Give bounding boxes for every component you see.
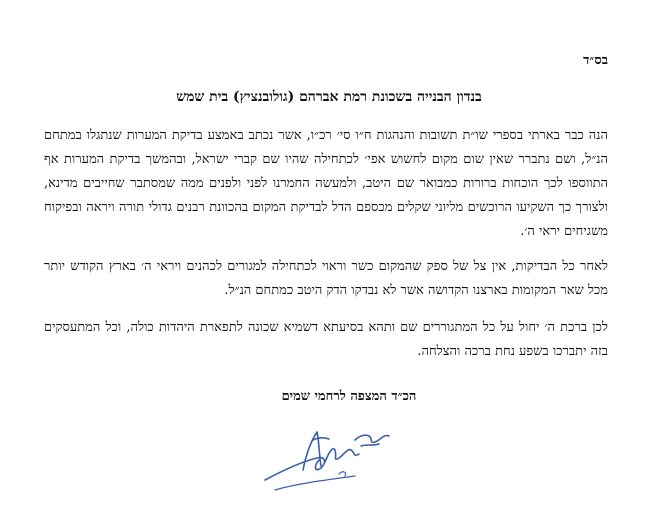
letter-title: בנדון הבנייה בשכונת רמת אברהם (גולובנציץ) בית שמש <box>176 89 482 105</box>
closing-line: הכ״ד המצפה לרחמי שמים <box>281 389 417 404</box>
paragraph-1: הנה כבר בארתי בספרי שו״ת תשובות והנהגות ח״ו סי׳ רכ״ו, אשר נכתב באמצע בדיקת המערות שנתגלו במתחם הנ״ל, ושם נתברר שאין שום מקום לחשוש אפי׳ לכתחילה שהיו שם קברי ישראל, ובהמשך בדיקת המערות אף התווספו לכך הוכחות ברורות כמבואר שם היטב, ולמעשה החמרנו לפני ולפנים ממה שמסתבר שחייבים מדינא, ולצורך כך השקיעו הרוכשים מליוני שקלים מכספם הדל לבדיקת המקום בהכוונת רבנים גדולי תורה ויראה ובפיקוח משגיחים יראי ה׳. <box>44 128 608 239</box>
paragraph-2: לאחר כל הבדיקות, אין צל של ספק שהמקום כשר וראוי לכתחילה למגורים לכהנים ויראי ה׳ בארץ הקודש יותר מכל שאר המקומות בארצנו הקדושה אשר לא נבדקו הדק היטב כמתחם הנ״ל. <box>44 259 608 298</box>
handwritten-signature <box>255 410 405 500</box>
paragraph-3: לכן ברכת ה׳ יחול על כל המתגוררים שם ותהא בסיעתא דשמיא שכונה לתפארת היהדות כולה, וכל המתעסקים בזה יתברכו בשפע נחת ברכה והצלחה. <box>44 320 608 359</box>
bsd-header: בס״ד <box>583 53 608 68</box>
